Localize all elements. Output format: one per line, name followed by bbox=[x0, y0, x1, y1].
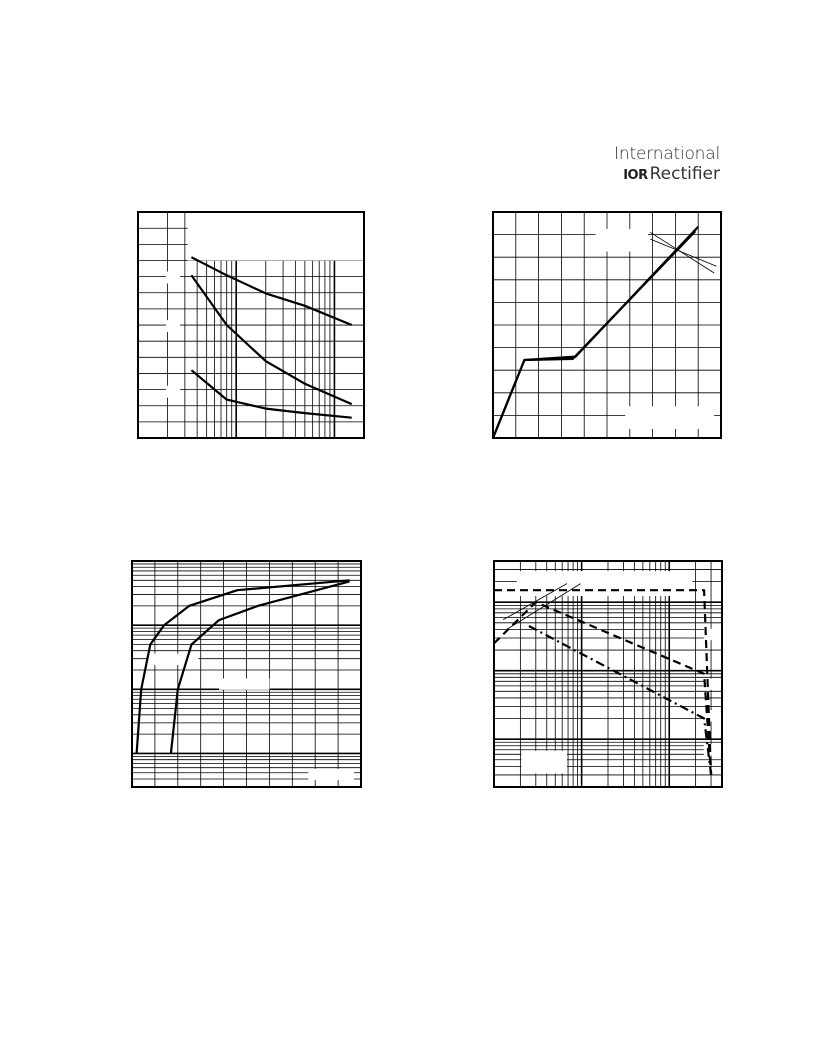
brand-line2 bbox=[623, 164, 720, 184]
annotation-box bbox=[148, 654, 198, 665]
series-line-2 bbox=[494, 602, 711, 775]
annotation-box bbox=[219, 679, 269, 690]
series-line-2 bbox=[171, 581, 350, 753]
series-line-1 bbox=[493, 227, 698, 438]
chart-bottom-left bbox=[132, 561, 361, 787]
label-mask bbox=[166, 386, 180, 398]
chart-bottom-right bbox=[494, 561, 722, 787]
annotation-box bbox=[308, 769, 354, 780]
annotation-box bbox=[625, 406, 714, 429]
series-line-1 bbox=[137, 580, 350, 753]
series-line-1 bbox=[494, 590, 711, 775]
annotation-box bbox=[521, 751, 567, 774]
label-mask bbox=[166, 320, 180, 332]
brand-mark-icon: IOR bbox=[623, 168, 648, 183]
label-mask bbox=[166, 272, 180, 284]
annotation-box bbox=[596, 229, 648, 252]
chart-top-right bbox=[493, 212, 721, 438]
brand-logo bbox=[610, 144, 722, 188]
annotation-box bbox=[188, 212, 364, 261]
brand-line2-text: Rectifier bbox=[649, 164, 720, 184]
annotation-box bbox=[517, 571, 693, 596]
series-line-1 bbox=[191, 257, 351, 325]
annotation-box bbox=[704, 744, 722, 755]
chart-top-left bbox=[138, 212, 364, 438]
brand-line1: International bbox=[614, 144, 720, 164]
